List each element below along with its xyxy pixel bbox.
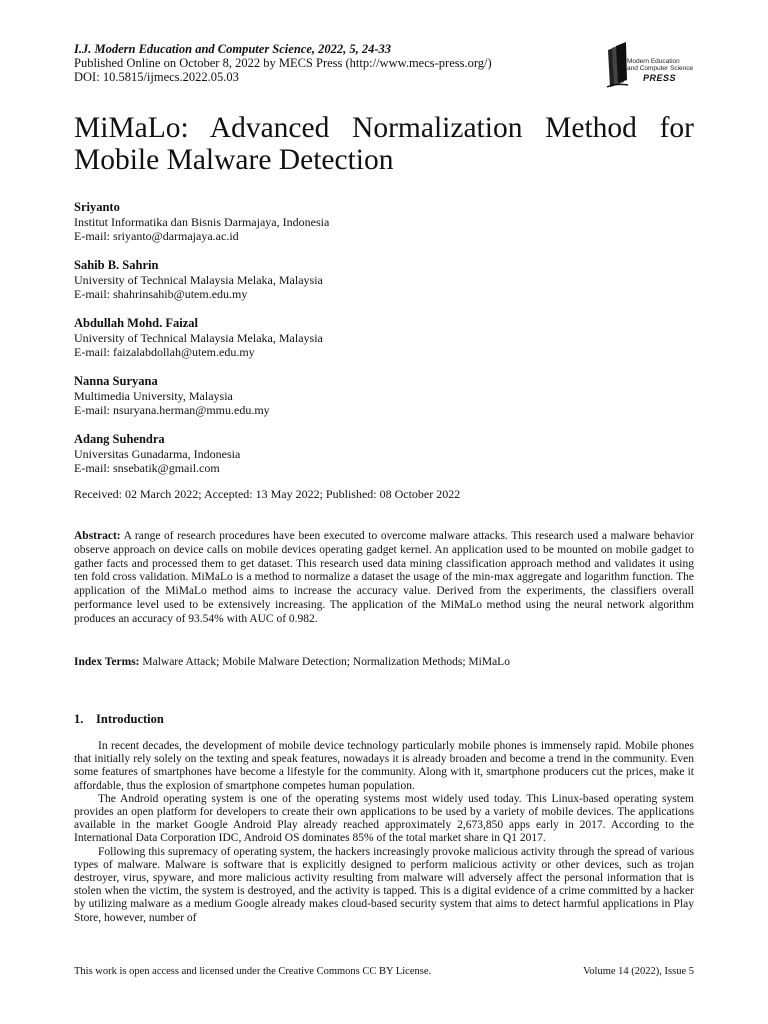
author-email: E-mail: sriyanto@darmajaya.ac.id <box>74 229 239 243</box>
author-entry <box>74 200 694 258</box>
section-heading <box>74 712 164 727</box>
paragraph: In recent decades, the development of mobile device technology particularly mobile phones is immensely rapid. Mobile phones that initially rely solely on the texting and speak features, nowadays it is already broaden and become a trend in the community. Even some features of smartphones have become a lifestyle for the community. Along with it, smartphone producers cut the prices, make it affordable, thus the explosion of smartphone competes human population. <box>74 740 694 792</box>
author-entry <box>74 258 694 316</box>
publication-dates: Received: 02 March 2022; Accepted: 13 May 2022; Published: 08 October 2022 <box>74 487 461 501</box>
author-name: Sriyanto <box>74 200 120 214</box>
logo-line2: and Computer Science <box>627 65 694 72</box>
title-line2: Mobile Malware Detection <box>74 144 394 176</box>
doi-line: DOI: 10.5815/ijmecs.2022.05.03 <box>74 70 239 84</box>
section-title: Introduction <box>96 712 164 726</box>
volume-info: Volume 14 (2022), Issue 5 <box>583 966 694 977</box>
author-name: Abdullah Mohd. Faizal <box>74 316 198 330</box>
author-email: E-mail: snsebatik@gmail.com <box>74 461 220 475</box>
title-line1: MiMaLo: Advanced Normalization Method for <box>74 112 694 144</box>
journal-title: I.J. Modern Education and Computer Science <box>74 42 312 56</box>
author-email: E-mail: shahrinsahib@utem.edu.my <box>74 287 248 301</box>
published-line: Published Online on October 8, 2022 by MECS Press (http://www.mecs-press.org/) <box>74 56 492 70</box>
paragraph: The Android operating system is one of the operating systems most widely used today. This Linux-based operating system provides an open platform for developers to create their own applications to be used by a variety of mobile devices. The applications available in the market Google Android Play already reached approximately 2,673,850 apps early in 2017. According to the International Data Corporation IDC, Android OS dominates 85% of the total market share in Q1 2017. <box>74 792 694 845</box>
journal-citation <box>74 42 492 56</box>
author-affiliation: University of Technical Malaysia Melaka, Malaysia <box>74 272 323 287</box>
section-number: 1. <box>74 712 84 726</box>
author-affiliation: University of Technical Malaysia Melaka, Malaysia <box>74 330 323 345</box>
index-terms-text: Malware Attack; Mobile Malware Detection; Normalization Methods; MiMaLo <box>139 656 510 668</box>
author-name: Nanna Suryana <box>74 374 158 388</box>
author-email: E-mail: nsuryana.herman@mmu.edu.my <box>74 403 270 417</box>
logo-text <box>627 58 693 72</box>
index-terms <box>74 655 694 669</box>
paragraph: Following this supremacy of operating system, the hackers increasingly provoke malicious activity through the spread of various types of malware. Malware is software that is explicitly designed to perform malicious activity or other devices, such as trojan destroyer, virus, spyware, and more malicious activity resulting from malware will adversely affect the personal information that is stolen when the victim, the system is destroyed, and the activity is tapped. This is a digital evidence of a crime committed by a hacker by utilizing malware as a medium Google already makes cloud-based security system that aims to detect harmful applications in Play Store, however, number of <box>74 845 694 924</box>
author-name: Sahib B. Sahrin <box>74 258 159 272</box>
journal-header <box>74 42 492 84</box>
author-entry <box>74 316 694 374</box>
index-terms-label: Index Terms: <box>74 656 140 668</box>
abstract-text: A range of research procedures have been executed to overcome malware attacks. This research used a malware behavior observe approach on device calls on mobile devices operating gadget kernel. An application used to be mounted on mobile gadget to gather facts and processed them to get dataset. This research used data mining classification approach method and validates it using ten fold cross validation. MiMaLo is a method to normalize a dataset the usage of the min-max aggregate and logarithm function. The application of the MiMaLo method aims to increase the accuracy value. Derived from the experiments, the classifiers overall performance level used to be extensively increasing. The application of the MiMaLo method using the neural network algorithm produces an accuracy of 93.54% with AUC of 0.982. <box>74 530 694 625</box>
logo-press: PRESS <box>643 73 677 83</box>
logo-line1: Modern Education <box>627 58 680 65</box>
license-text: This work is open access and licensed under the Creative Commons CC BY License. <box>74 966 432 977</box>
author-entry <box>74 374 694 432</box>
author-email: E-mail: faizalabdollah@utem.edu.my <box>74 345 255 359</box>
author-entry <box>74 432 694 490</box>
author-affiliation: Multimedia University, Malaysia <box>74 388 233 403</box>
abstract <box>74 530 694 627</box>
author-list <box>74 200 694 490</box>
journal-issue: , 2022, 5, 24-33 <box>311 42 392 56</box>
body-text <box>74 740 694 925</box>
author-affiliation: Institut Informatika dan Bisnis Darmajaya, Indonesia <box>74 214 330 229</box>
author-name: Adang Suhendra <box>74 432 165 446</box>
abstract-label: Abstract: <box>74 530 121 542</box>
paper-title <box>74 112 694 176</box>
author-affiliation: Universitas Gunadarma, Indonesia <box>74 446 241 461</box>
